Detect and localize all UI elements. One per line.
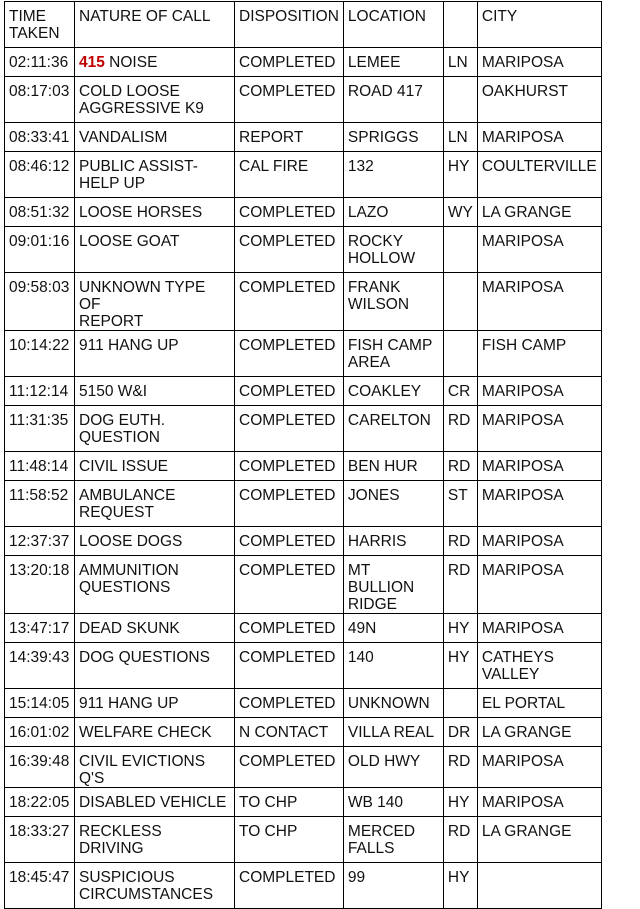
- location-cell: COAKLEY: [343, 377, 443, 406]
- location-cell: 140: [343, 643, 443, 689]
- time-cell: 13:20:18: [5, 556, 75, 614]
- time-cell: 16:39:48: [5, 747, 75, 788]
- location-cell: LAZO: [343, 198, 443, 227]
- location-cell: ROAD 417: [343, 77, 443, 123]
- penal-code-number: 415: [79, 54, 105, 71]
- nature-text: 911 HANG UP: [79, 695, 179, 712]
- table-row: [5, 817, 602, 863]
- nature-cell: [75, 452, 235, 481]
- nature-text: LOOSE HORSES: [79, 204, 203, 221]
- disposition-cell: COMPLETED: [235, 481, 344, 527]
- location-cell: WB 140: [343, 788, 443, 817]
- location-cell: FRANK WILSON: [343, 273, 443, 331]
- nature-cell: [75, 556, 235, 614]
- city-cell: OAKHURST: [477, 77, 601, 123]
- suffix-cell: RD: [443, 527, 477, 556]
- suffix-cell: [443, 227, 477, 273]
- table-row: [5, 614, 602, 643]
- table-row: [5, 788, 602, 817]
- nature-text: DOG EUTH. QUESTION: [79, 412, 166, 446]
- city-cell: MARIPOSA: [477, 614, 601, 643]
- time-cell: 11:48:14: [5, 452, 75, 481]
- city-cell: MARIPOSA: [477, 227, 601, 273]
- location-cell: MT BULLION RIDGE: [343, 556, 443, 614]
- disposition-cell: COMPLETED: [235, 556, 344, 614]
- nature-cell: [75, 152, 235, 198]
- suffix-cell: ST: [443, 481, 477, 527]
- nature-cell: [75, 331, 235, 377]
- time-cell: 08:46:12: [5, 152, 75, 198]
- nature-text: WELFARE CHECK: [79, 724, 212, 741]
- city-cell: LA GRANGE: [477, 718, 601, 747]
- disposition-cell: COMPLETED: [235, 227, 344, 273]
- location-cell: MERCED FALLS: [343, 817, 443, 863]
- nature-cell: [75, 689, 235, 718]
- nature-text: AMMUNITION QUESTIONS: [79, 562, 179, 596]
- table-row: [5, 123, 602, 152]
- city-cell: LA GRANGE: [477, 817, 601, 863]
- location-cell: 99: [343, 863, 443, 909]
- nature-cell: [75, 77, 235, 123]
- nature-text: SUSPICIOUS CIRCUMSTANCES: [79, 869, 214, 903]
- disposition-cell: TO CHP: [235, 817, 344, 863]
- location-cell: BEN HUR: [343, 452, 443, 481]
- city-cell: MARIPOSA: [477, 123, 601, 152]
- city-cell: COULTERVILLE: [477, 152, 601, 198]
- nature-text: LOOSE GOAT: [79, 233, 180, 250]
- city-cell: MARIPOSA: [477, 377, 601, 406]
- suffix-cell: RD: [443, 556, 477, 614]
- time-cell: 11:12:14: [5, 377, 75, 406]
- disposition-cell: N CONTACT: [235, 718, 344, 747]
- nature-text: DEAD SKUNK: [79, 620, 180, 637]
- time-cell: 15:14:05: [5, 689, 75, 718]
- suffix-cell: HY: [443, 152, 477, 198]
- time-cell: 08:51:32: [5, 198, 75, 227]
- nature-text: NOISE: [104, 54, 158, 71]
- table-row: [5, 863, 602, 909]
- table-row: [5, 556, 602, 614]
- nature-text: LOOSE DOGS: [79, 533, 183, 550]
- disposition-cell: TO CHP: [235, 788, 344, 817]
- header-city: CITY: [477, 2, 601, 48]
- disposition-cell: COMPLETED: [235, 643, 344, 689]
- city-cell: [477, 863, 601, 909]
- location-cell: JONES: [343, 481, 443, 527]
- location-cell: FISH CAMP AREA: [343, 331, 443, 377]
- disposition-cell: REPORT: [235, 123, 344, 152]
- header-nature-of-call: NATURE OF CALL: [75, 2, 235, 48]
- location-cell: 132: [343, 152, 443, 198]
- header-location: LOCATION: [343, 2, 443, 48]
- location-cell: VILLA REAL: [343, 718, 443, 747]
- location-cell: HARRIS: [343, 527, 443, 556]
- header-street-suffix: [443, 2, 477, 48]
- disposition-cell: COMPLETED: [235, 406, 344, 452]
- table-row: [5, 481, 602, 527]
- time-cell: 12:37:37: [5, 527, 75, 556]
- time-cell: 09:58:03: [5, 273, 75, 331]
- suffix-cell: LN: [443, 48, 477, 77]
- table-row: [5, 48, 602, 77]
- nature-text: UNKNOWN TYPE OF REPORT: [79, 279, 206, 330]
- disposition-cell: COMPLETED: [235, 331, 344, 377]
- table-row: [5, 198, 602, 227]
- nature-text: DOG QUESTIONS: [79, 649, 210, 666]
- city-cell: MARIPOSA: [477, 452, 601, 481]
- nature-text: COLD LOOSE AGGRESSIVE K9: [79, 83, 204, 117]
- nature-cell: [75, 527, 235, 556]
- suffix-cell: RD: [443, 817, 477, 863]
- disposition-cell: COMPLETED: [235, 452, 344, 481]
- nature-cell: [75, 747, 235, 788]
- time-cell: 09:01:16: [5, 227, 75, 273]
- table-row: [5, 718, 602, 747]
- time-cell: 18:45:47: [5, 863, 75, 909]
- nature-text: DISABLED VEHICLE: [79, 794, 227, 811]
- suffix-cell: RD: [443, 406, 477, 452]
- header-disposition: DISPOSITION: [235, 2, 344, 48]
- nature-cell: [75, 718, 235, 747]
- disposition-cell: COMPLETED: [235, 377, 344, 406]
- suffix-cell: LN: [443, 123, 477, 152]
- nature-cell: [75, 481, 235, 527]
- city-cell: MARIPOSA: [477, 788, 601, 817]
- location-cell: 49N: [343, 614, 443, 643]
- suffix-cell: RD: [443, 452, 477, 481]
- city-cell: MARIPOSA: [477, 273, 601, 331]
- time-cell: 10:14:22: [5, 331, 75, 377]
- suffix-cell: CR: [443, 377, 477, 406]
- location-cell: LEMEE: [343, 48, 443, 77]
- nature-cell: [75, 198, 235, 227]
- disposition-cell: COMPLETED: [235, 77, 344, 123]
- nature-cell: [75, 406, 235, 452]
- time-cell: 14:39:43: [5, 643, 75, 689]
- nature-text: PUBLIC ASSIST- HELP UP: [79, 158, 198, 192]
- city-cell: MARIPOSA: [477, 406, 601, 452]
- time-cell: 16:01:02: [5, 718, 75, 747]
- table-row: [5, 643, 602, 689]
- location-cell: ROCKY HOLLOW: [343, 227, 443, 273]
- time-cell: 11:31:35: [5, 406, 75, 452]
- time-cell: 18:33:27: [5, 817, 75, 863]
- city-cell: MARIPOSA: [477, 556, 601, 614]
- nature-cell: [75, 123, 235, 152]
- nature-cell: [75, 377, 235, 406]
- suffix-cell: [443, 273, 477, 331]
- nature-cell: [75, 227, 235, 273]
- nature-text: CIVIL ISSUE: [79, 458, 169, 475]
- nature-text: 911 HANG UP: [79, 337, 179, 354]
- nature-cell: [75, 48, 235, 77]
- city-cell: MARIPOSA: [477, 481, 601, 527]
- table-row: [5, 77, 602, 123]
- disposition-cell: CAL FIRE: [235, 152, 344, 198]
- nature-cell: [75, 863, 235, 909]
- city-cell: CATHEYS VALLEY: [477, 643, 601, 689]
- suffix-cell: HY: [443, 863, 477, 909]
- time-cell: 11:58:52: [5, 481, 75, 527]
- table-row: [5, 152, 602, 198]
- nature-cell: [75, 788, 235, 817]
- time-cell: 18:22:05: [5, 788, 75, 817]
- city-cell: EL PORTAL: [477, 689, 601, 718]
- time-cell: 02:11:36: [5, 48, 75, 77]
- nature-text: 5150 W&I: [79, 383, 148, 400]
- disposition-cell: COMPLETED: [235, 614, 344, 643]
- suffix-cell: [443, 331, 477, 377]
- table-row: [5, 747, 602, 788]
- city-cell: MARIPOSA: [477, 527, 601, 556]
- disposition-cell: COMPLETED: [235, 273, 344, 331]
- disposition-cell: COMPLETED: [235, 689, 344, 718]
- nature-text: RECKLESS DRIVING: [79, 823, 162, 857]
- city-cell: MARIPOSA: [477, 747, 601, 788]
- nature-cell: [75, 273, 235, 331]
- city-cell: LA GRANGE: [477, 198, 601, 227]
- call-log-body: [5, 48, 602, 909]
- nature-text: VANDALISM: [79, 129, 168, 146]
- time-cell: 13:47:17: [5, 614, 75, 643]
- location-cell: UNKNOWN: [343, 689, 443, 718]
- table-row: [5, 377, 602, 406]
- suffix-cell: [443, 77, 477, 123]
- suffix-cell: DR: [443, 718, 477, 747]
- table-row: [5, 689, 602, 718]
- table-row: [5, 331, 602, 377]
- suffix-cell: HY: [443, 788, 477, 817]
- disposition-cell: COMPLETED: [235, 527, 344, 556]
- table-row: [5, 406, 602, 452]
- nature-cell: [75, 614, 235, 643]
- suffix-cell: RD: [443, 747, 477, 788]
- disposition-cell: COMPLETED: [235, 747, 344, 788]
- city-cell: FISH CAMP: [477, 331, 601, 377]
- table-row: [5, 452, 602, 481]
- suffix-cell: WY: [443, 198, 477, 227]
- table-row: [5, 227, 602, 273]
- location-cell: OLD HWY: [343, 747, 443, 788]
- header-row: [5, 2, 602, 48]
- disposition-cell: COMPLETED: [235, 863, 344, 909]
- call-log-table: [4, 1, 602, 909]
- location-cell: SPRIGGS: [343, 123, 443, 152]
- suffix-cell: HY: [443, 614, 477, 643]
- disposition-cell: COMPLETED: [235, 48, 344, 77]
- suffix-cell: HY: [443, 643, 477, 689]
- nature-text: CIVIL EVICTIONS Q'S: [79, 753, 206, 787]
- nature-cell: [75, 817, 235, 863]
- time-cell: 08:33:41: [5, 123, 75, 152]
- time-cell: 08:17:03: [5, 77, 75, 123]
- nature-text: AMBULANCE REQUEST: [79, 487, 176, 521]
- header-time-taken: TIME TAKEN: [5, 2, 75, 48]
- disposition-cell: COMPLETED: [235, 198, 344, 227]
- table-row: [5, 273, 602, 331]
- nature-cell: [75, 643, 235, 689]
- table-row: [5, 527, 602, 556]
- suffix-cell: [443, 689, 477, 718]
- city-cell: MARIPOSA: [477, 48, 601, 77]
- location-cell: CARELTON: [343, 406, 443, 452]
